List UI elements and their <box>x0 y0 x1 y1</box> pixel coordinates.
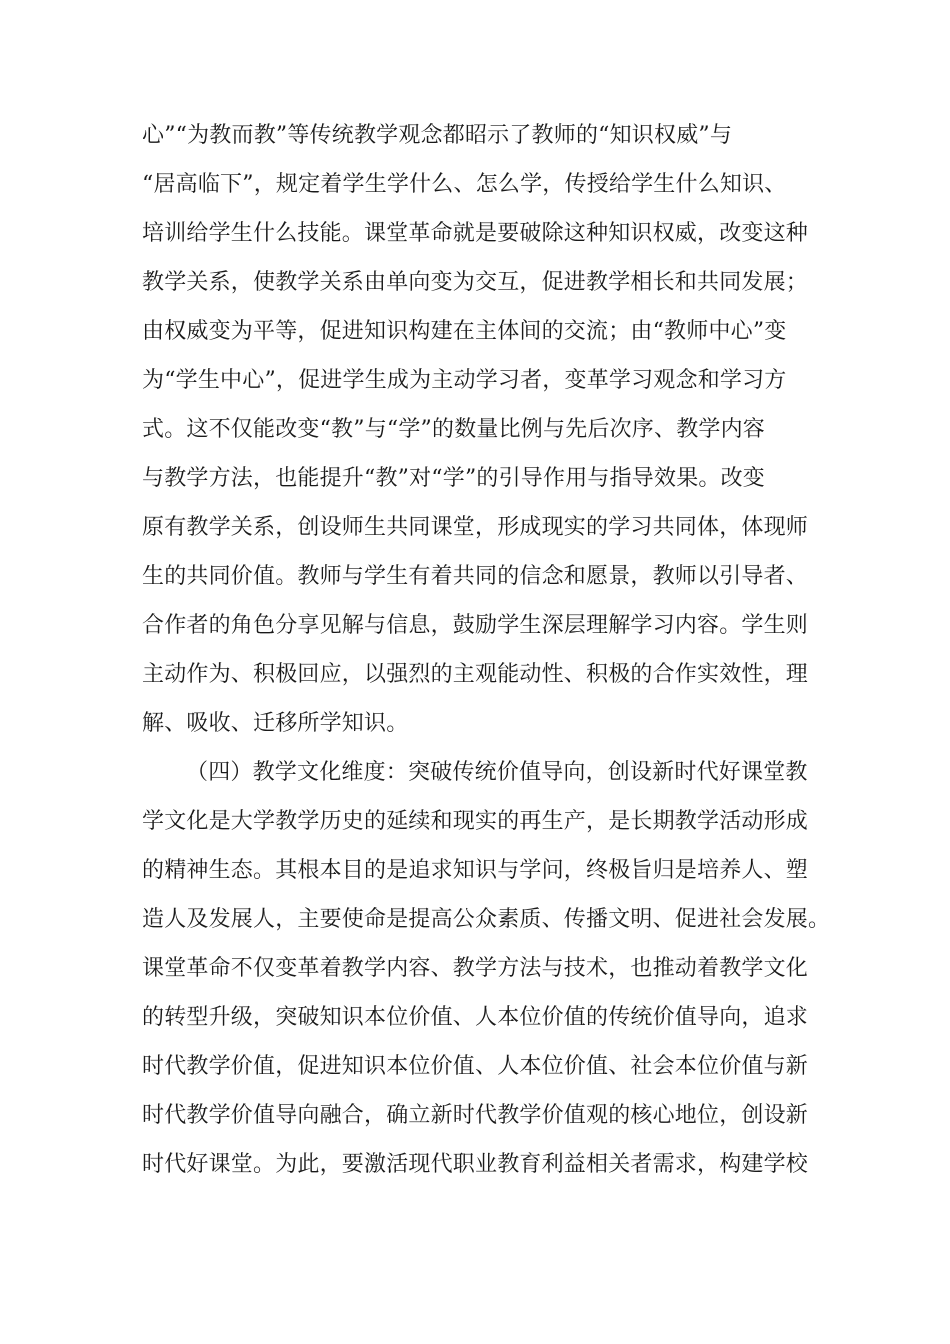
body-text <box>142 111 832 1189</box>
text-line: 的转型升级，突破知识本位价值、人本位价值的传统价值导向，追求 <box>142 1005 809 1030</box>
text-line: 为“学生中心”，促进学生成为主动学习者，变革学习观念和学习方 <box>142 368 787 393</box>
text-line: 培训给学生什么技能。课堂革命就是要破除这种知识权威，改变这种 <box>142 221 809 246</box>
text-line: 时代好课堂。为此，要激活现代职业教育利益相关者需求，构建学校 <box>142 1152 809 1177</box>
text-line: 的精神生态。其根本目的是追求知识与学问，终极旨归是培养人、塑 <box>142 858 809 883</box>
text-line: 由权威变为平等，促进知识构建在主体间的交流；由“教师中心”变 <box>142 319 787 344</box>
text-line: “居高临下”，规定着学生学什么、怎么学，传授给学生什么知识、 <box>142 172 787 197</box>
text-line: 学文化是大学教学历史的延续和现实的再生产，是长期教学活动形成 <box>142 809 809 834</box>
text-line: 课堂革命不仅变革着教学内容、教学方法与技术，也推动着教学文化 <box>142 956 809 981</box>
text-line: 主动作为、积极回应，以强烈的主观能动性、积极的合作实效性，理 <box>142 662 809 687</box>
text-line: 时代教学价值导向融合，确立新时代教学价值观的核心地位，创设新 <box>142 1103 809 1128</box>
text-line: 时代教学价值，促进知识本位价值、人本位价值、社会本位价值与新 <box>142 1054 809 1079</box>
text-line: 合作者的角色分享见解与信息，鼓励学生深层理解学习内容。学生则 <box>142 613 809 638</box>
text-line: 造人及发展人，主要使命是提高公众素质、传播文明、促进社会发展。 <box>142 907 831 932</box>
text-line: 生的共同价值。教师与学生有着共同的信念和愿景，教师以引导者、 <box>142 564 809 589</box>
text-line: 教学关系，使教学关系由单向变为交互，促进教学相长和共同发展； <box>142 270 809 295</box>
text-line: 解、吸收、迁移所学知识。 <box>142 711 409 736</box>
section-heading-line: （四）教学文化维度：突破传统价值导向，创设新时代好课堂教 <box>186 760 808 785</box>
text-line: 式。这不仅能改变“教”与“学”的数量比例与先后次序、教学内容 <box>142 417 765 442</box>
text-line: 与教学方法，也能提升“教”对“学”的引导作用与指导效果。改变 <box>142 466 765 491</box>
text-line: 心”“为教而教”等传统教学观念都昭示了教师的“知识权威”与 <box>142 123 733 148</box>
text-line: 原有教学关系，创设师生共同课堂，形成现实的学习共同体，体现师 <box>142 515 809 540</box>
